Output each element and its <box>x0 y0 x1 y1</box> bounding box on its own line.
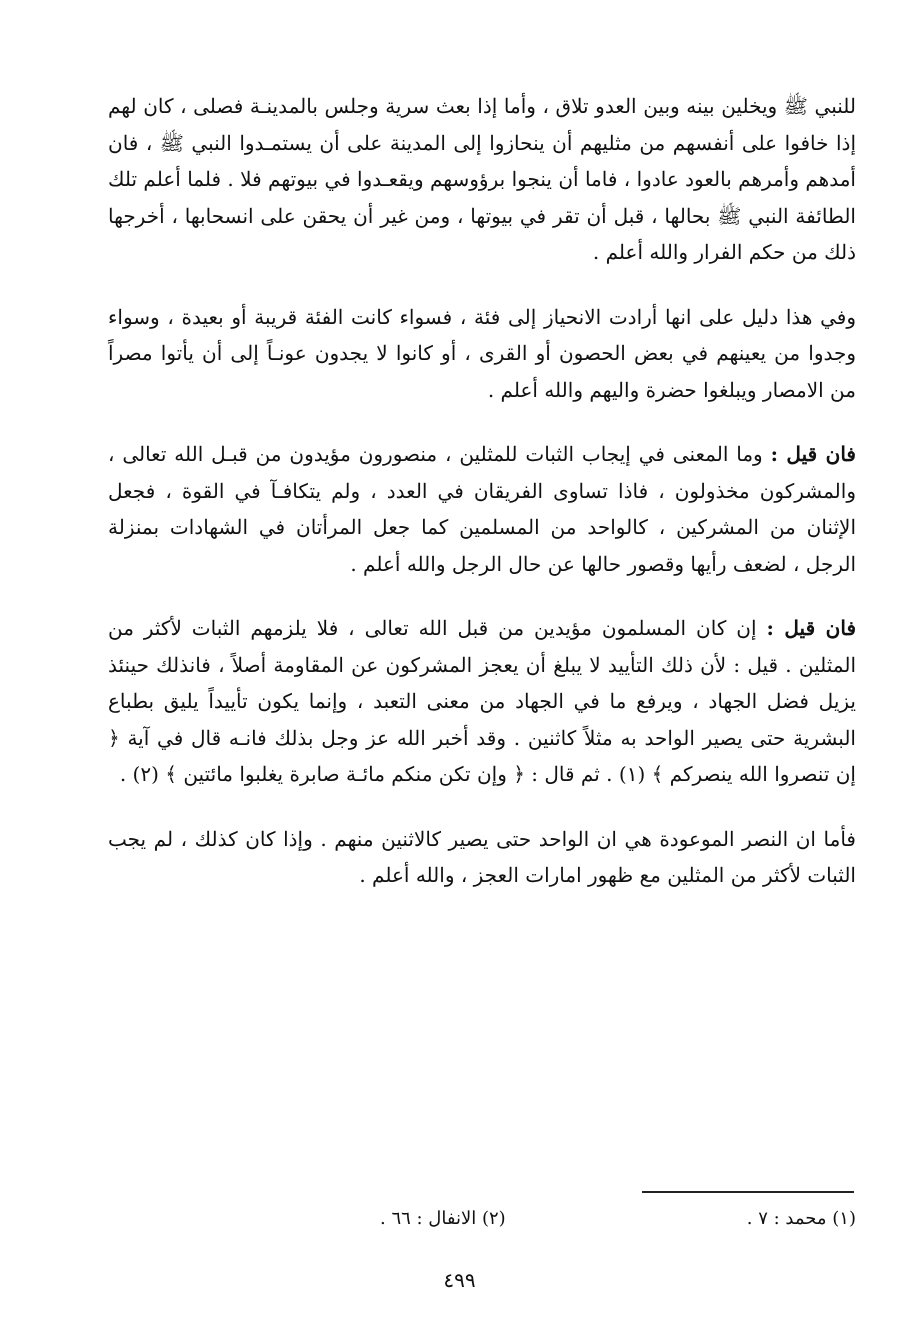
paragraph-4 <box>108 610 856 793</box>
footnote-2: (٢) الانفال : ٦٦ . <box>380 1208 506 1229</box>
footnote-divider <box>642 1191 854 1193</box>
page-number: ٤٩٩ <box>443 1268 476 1292</box>
paragraph-5 <box>108 821 856 894</box>
paragraph-text: للنبي ﷺ ويخلين بينه وبين العدو تلاق ، وأما إذا بعث سرية وجلس بالمدينـة فصلى ، كان لهم إذا خافوا على أنفسهم من مثليهم أن ينحازوا إلى المدينة على أن يستمـدوا النبي ﷺ ، فان أمدهم وأمرهم بالعود عادوا ، فاما أن ينجوا برؤوسهم ويقعـدوا في بيوتهم فلا . فلما أعلم تلك الطائفة النبي ﷺ بحالها ، قبل أن تقر في بيوتها ، ومن غير أن يحقن على انسحابها ، أخرجها ذلك من حكم الفرار والله أعلم . <box>108 94 856 264</box>
paragraph-text: فأما ان النصر الموعودة هي ان الواحد حتى يصير كالاثنين منهم . وإذا كان كذلك ، لم يجب الثبات لأكثر من المثلين مع ظهور امارات العجز ، والله أعلم . <box>108 826 856 887</box>
paragraph-lead: فان قيل : <box>766 616 857 640</box>
paragraph-lead: فان قيل : <box>770 442 856 466</box>
paragraph-text: وما المعنى في إيجاب الثبات للمثلين ، منصورون مؤيدون من قبـل الله تعالى ، والمشركون مخذولون ، فاذا تساوى الفريقان في العدد ، ولم يتكافـآ في القوة ، فجعل الإثنان من المشركين ، كالواحد من المسلمين كما جعل المرأتان في الشهادات بمنزلة الرجل ، لضعف رأيها وقصور حالها عن حال الرجل والله أعلم . <box>108 442 856 576</box>
paragraph-1 <box>108 88 856 271</box>
paragraph-text: وفي هذا دليل على انها أرادت الانحياز إلى فئة ، فسواء كانت الفئة قريبة أو بعيدة ، وسواء وجدوا من يعينهم في بعض الحصون أو القرى ، أو كانوا لا يجدون عونـاً إلى أن يأتوا مصراً من الامصار ويبلغوا حضرة واليهم والله أعلم . <box>108 304 856 402</box>
main-text <box>108 88 856 922</box>
paragraph-2 <box>108 299 856 409</box>
paragraph-3 <box>108 436 856 582</box>
paragraph-text: إن كان المسلمون مؤيدين من قبل الله تعالى ، فلا يلزمهم الثبات لأكثر من المثلين . قيل : لأن ذلك التأييد لا يبلغ أن يعجز المشركون عن المقاومة أصلاً ، فانذلك حينئذ يزيل فضل الجهاد ، ويرفع ما في الجهاد من معنى التعبد ، وإنما يكون تأييداً يليق بطباع البشرية حتى يصير الواحد به مثلاً كاثنين . وقد أخبر الله عز وجل بذلك فانـه قال في آية ﴿ إن تنصروا الله ينصركم ﴾ (١) . ثم قال : ﴿ وإن تكن منكم مائـة صابرة يغلبوا مائتين ﴾ (٢) . <box>108 616 856 786</box>
footnote-1: (١) محمد : ٧ . <box>746 1208 856 1229</box>
footnotes <box>380 1208 856 1229</box>
